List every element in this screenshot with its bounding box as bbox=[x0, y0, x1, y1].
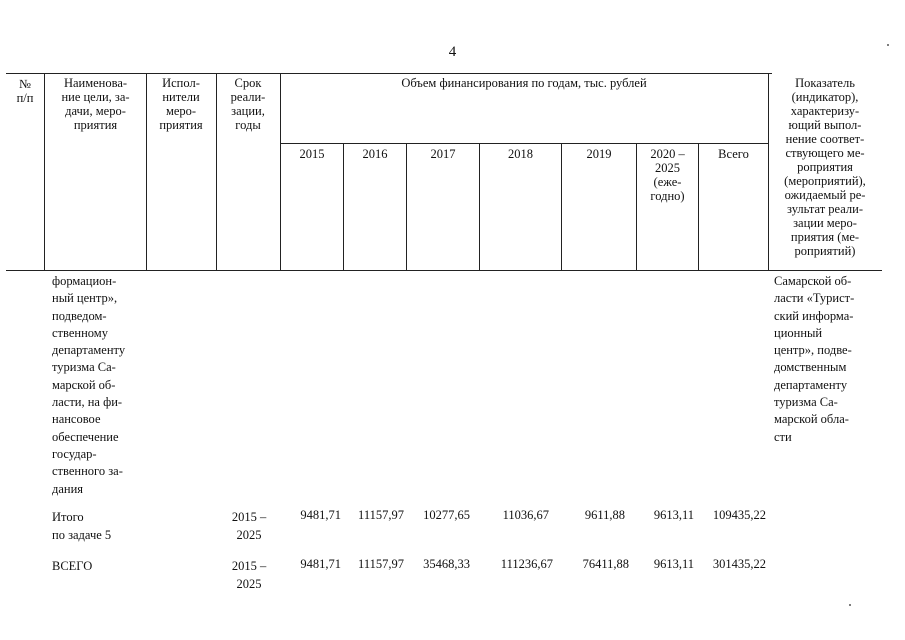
header-indicator: Показатель (индикатор), характеризу- ющий выпол- нение соответ- ствующего ме- роприятия (мероприятий), ожидаемый ре- зультат реали- зации меро- приятия (ме- роприятий) bbox=[784, 76, 866, 258]
total-task5-2019: 9611,88 bbox=[584, 508, 625, 522]
grand-total-2019: 76411,88 bbox=[582, 557, 629, 571]
total-task5-2015: 9481,71 bbox=[300, 508, 341, 522]
grand-total-term: 2015 – 2025 bbox=[231, 559, 267, 591]
header-year-2020-2025: 2020 – 2025 (еже- годно) bbox=[650, 147, 685, 203]
measure-name-text: формацион- ный центр», подведом- ственному департаменту туризма Са- марской об- ласти, на фи- нансовое обеспечение государ- ственного за- дания bbox=[52, 274, 126, 496]
grand-total-2018: 111236,67 bbox=[500, 557, 553, 571]
table-top-border bbox=[6, 73, 772, 74]
header-name: Наименова- ние цели, за- дачи, меро- приятия bbox=[61, 76, 130, 132]
header-total: Всего bbox=[718, 147, 749, 161]
header-year-2019: 2019 bbox=[586, 147, 612, 161]
grid-vline-2 bbox=[146, 73, 147, 270]
grid-vline-11 bbox=[768, 73, 769, 270]
grand-total-2016: 11157,97 bbox=[358, 557, 404, 571]
grid-vline-1 bbox=[44, 73, 45, 270]
total-task5-2017: 10277,65 bbox=[423, 508, 470, 522]
total-task5-term: 2015 – 2025 bbox=[231, 510, 267, 542]
header-year-2015: 2015 bbox=[299, 147, 325, 161]
total-task5-label: Итого по задаче 5 bbox=[52, 510, 112, 542]
grid-vline-3 bbox=[216, 73, 217, 270]
grand-total-2015: 9481,71 bbox=[300, 557, 341, 571]
header-funding: Объем финансирования по годам, тыс. рублей bbox=[401, 76, 647, 90]
total-task5-sum: 109435,22 bbox=[712, 508, 766, 522]
grid-vline-6 bbox=[406, 143, 407, 270]
header-year-2016: 2016 bbox=[362, 147, 388, 161]
indicator-text: Самарской об- ласти «Турист- ский информа- ционный центр», подве- домственным департаменту туризма Са- марской обла- сти bbox=[774, 274, 855, 444]
grid-vline-8 bbox=[561, 143, 562, 270]
grid-vline-10 bbox=[698, 143, 699, 270]
grid-vline-5 bbox=[343, 143, 344, 270]
scan-speck bbox=[887, 44, 889, 46]
total-task5-2020-2025: 9613,11 bbox=[653, 508, 694, 522]
grid-vline-7 bbox=[479, 143, 480, 270]
grand-total-sum: 301435,22 bbox=[712, 557, 766, 571]
header-year-2018: 2018 bbox=[508, 147, 533, 161]
header-year-2017: 2017 bbox=[430, 147, 456, 161]
grand-total-label: ВСЕГО bbox=[52, 559, 93, 573]
total-task5-2018: 11036,67 bbox=[502, 508, 549, 522]
scan-speck bbox=[849, 604, 851, 606]
header-term: Срок реали- зации, годы bbox=[230, 76, 266, 132]
header-executors: Испол- нители меро- приятия bbox=[159, 76, 203, 132]
total-task5-2016: 11157,97 bbox=[358, 508, 404, 522]
years-header-top-line bbox=[280, 143, 768, 144]
grid-vline-4 bbox=[280, 73, 281, 270]
grand-total-2020-2025: 9613,11 bbox=[653, 557, 694, 571]
header-num: № п/п bbox=[16, 77, 34, 105]
header-bottom-line bbox=[6, 270, 882, 271]
page-number: 4 bbox=[448, 44, 457, 60]
grand-total-2017: 35468,33 bbox=[423, 557, 470, 571]
